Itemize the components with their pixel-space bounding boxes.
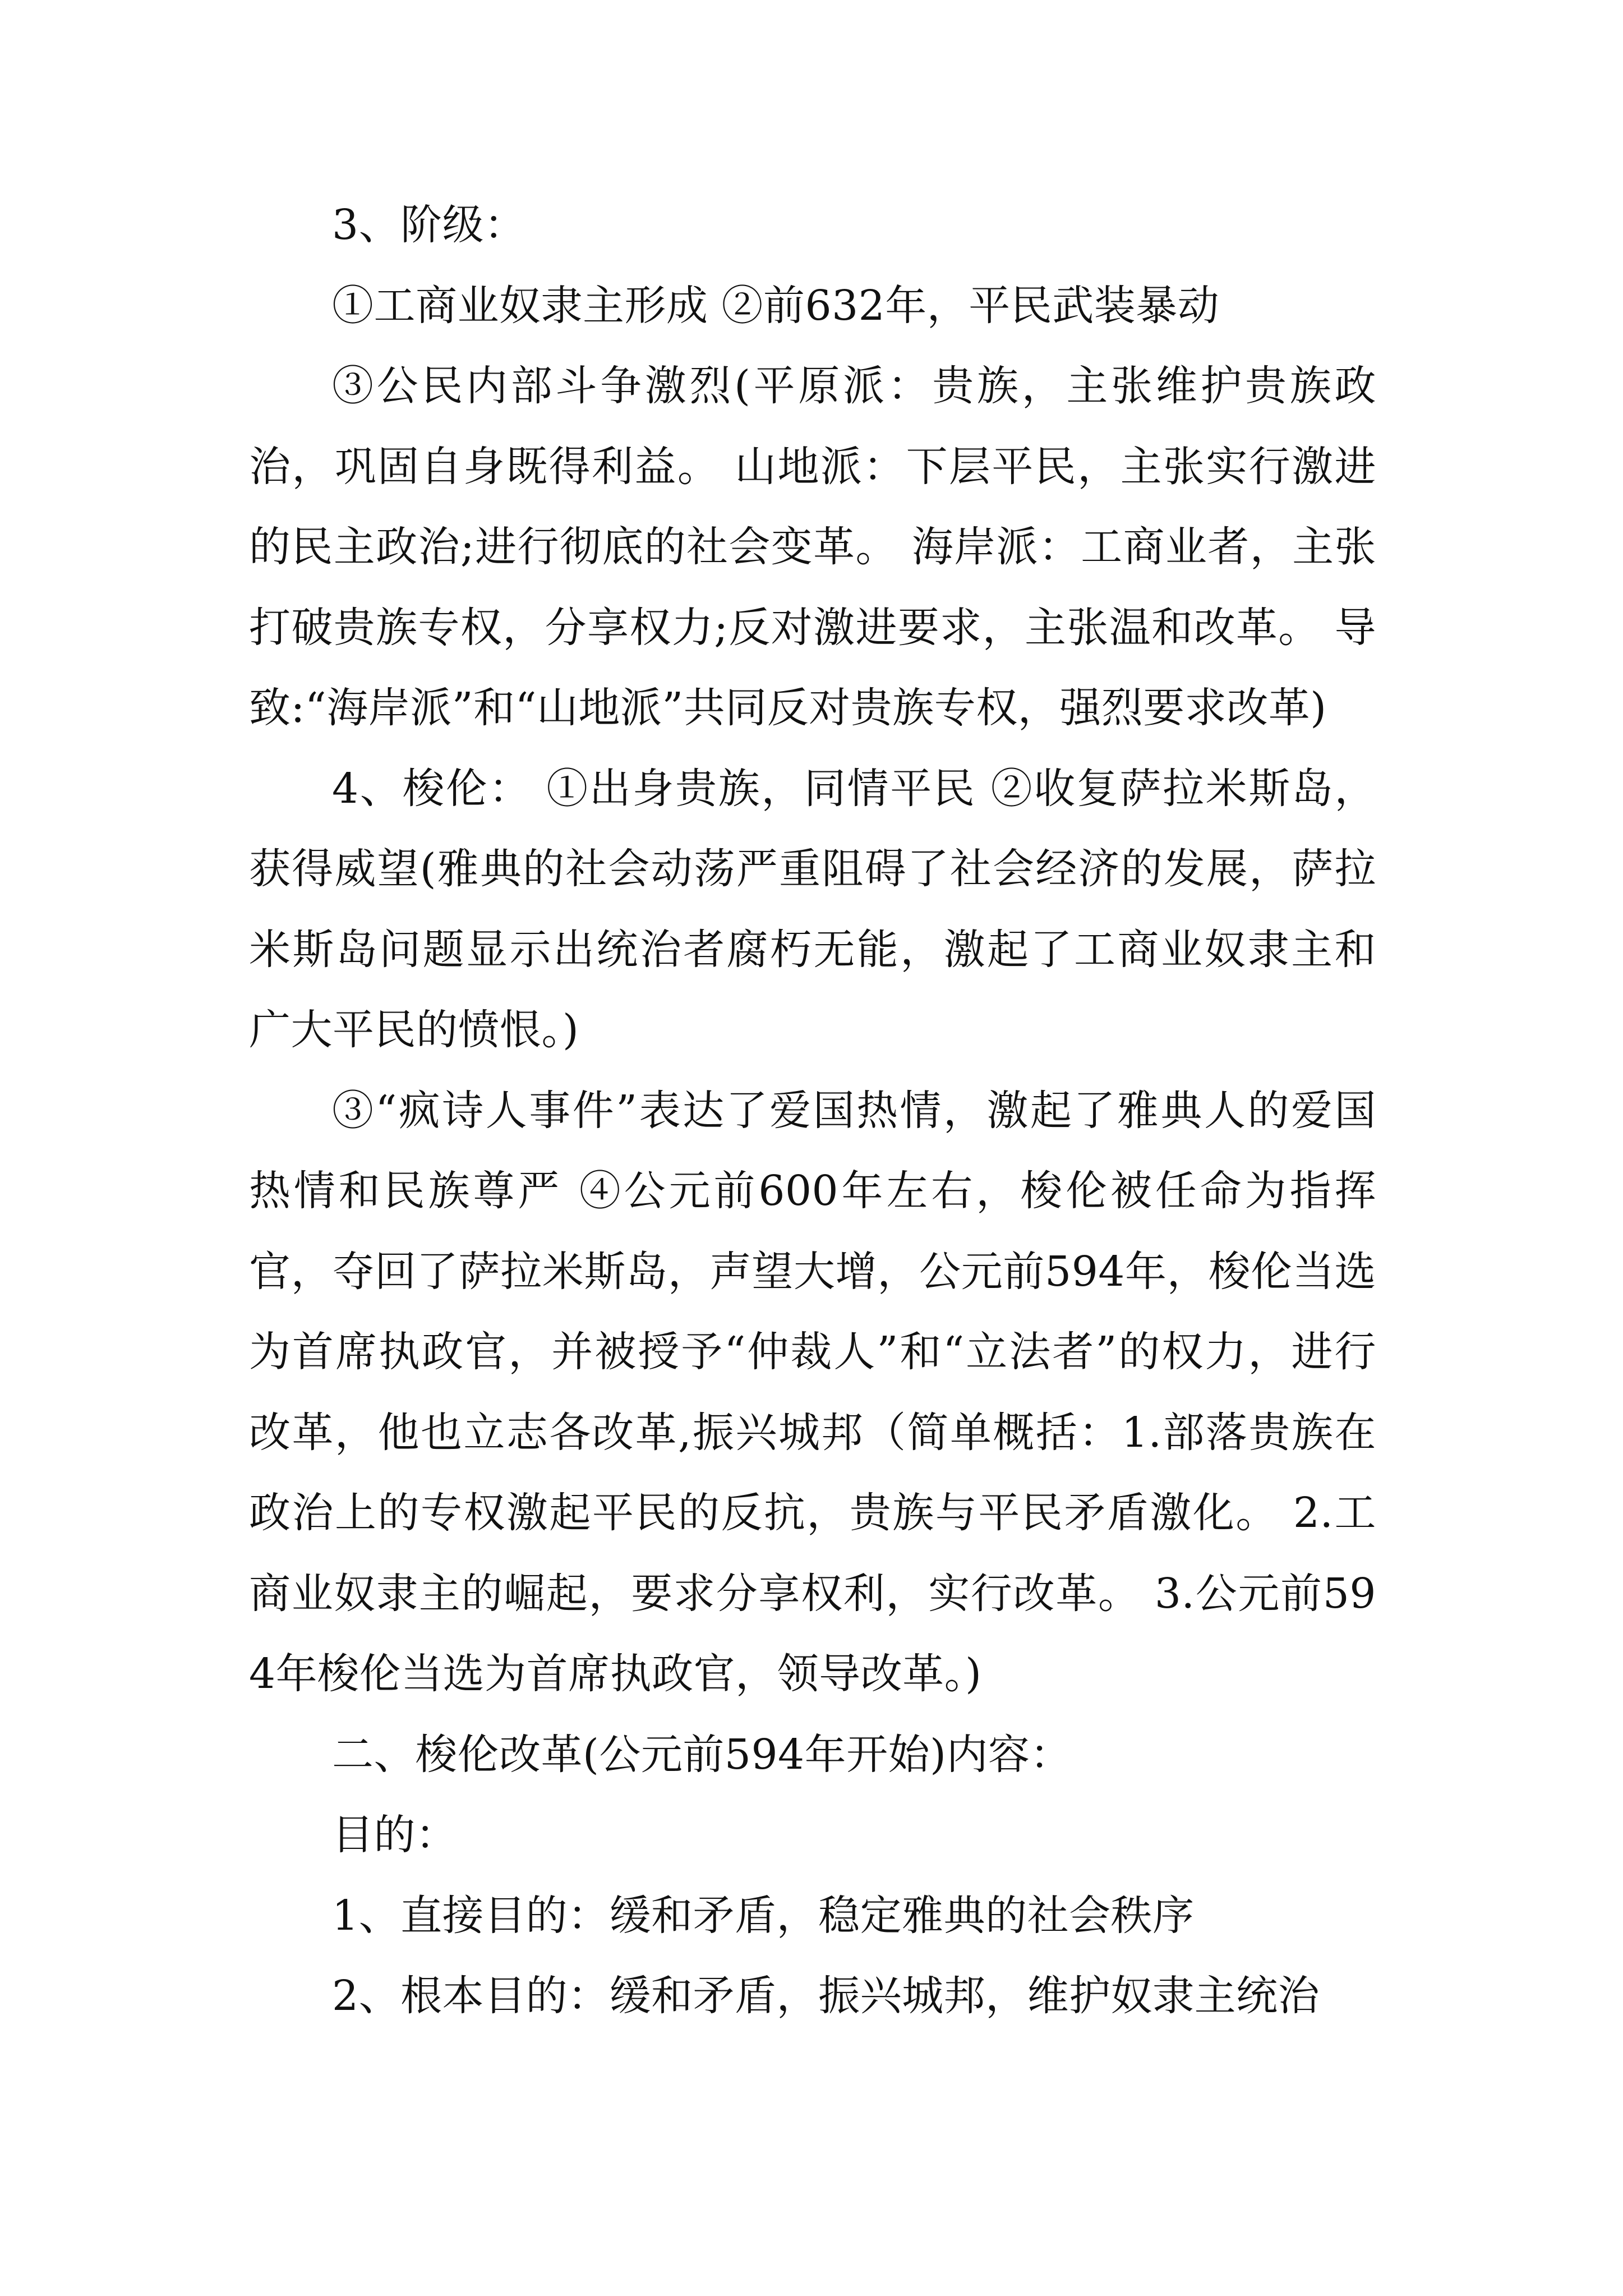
paragraph-solon: 4、梭伦： ①出身贵族，同情平民 ②收复萨拉米斯岛，获得威望(雅典的社会动荡严重阻碍了社会经济的发展，萨拉米斯岛问题显示出统治者腐朽无能，激起了工商业奴隶主和广大平民的愤恨。) [249, 764, 1376, 1054]
paragraph-direct-purpose: 1、直接目的：缓和矛盾，稳定雅典的社会秩序 [332, 1891, 1195, 1940]
paragraph-fundamental-purpose: 2、根本目的：缓和矛盾，振兴城邦，维护奴隶主统治 [332, 1972, 1320, 2020]
paragraph-mad-poet: ③“疯诗人事件”表达了爱国热情，激起了雅典人的爱国热情和民族尊严 ④公元前600年左右，梭伦被任命为指挥官，夺回了萨拉米斯岛，声望大增，公元前594年，梭伦当选为首席执政官，并被授予“仲裁人”和“立法者”的权力，进行改革，他也立志各改革,振兴城邦（简单概括：1.部落贵族在政治上的专权激起平民的反抗，贵族与平民矛盾激化。 2.工商业奴隶主的崛起，要求分享权利，实行改革。 3.公元前594年梭伦当选为首席执政官，领导改革。) [249, 1086, 1376, 1698]
paragraph-reform-heading: 二、梭伦改革(公元前594年开始)内容： [332, 1730, 1072, 1779]
paragraph-class-heading: 3、阶级： [332, 201, 526, 249]
paragraph-citizen-struggle: ③公民内部斗争激烈(平原派：贵族，主张维护贵族政治，巩固自身既得利益。 山地派：下层平民，主张实行激进的民主政治;进行彻底的社会变革。 海岸派：工商业者，主张打破贵族专权，分享权力;反对激进要求，主张温和改革。 导致:“海岸派”和“山地派”共同反对贵族专权，强烈要求改革) [249, 362, 1376, 732]
paragraph-class-points: ①工商业奴隶主形成 ②前632年，平民武装暴动 [332, 281, 1220, 330]
paragraph-purpose-heading: 目的： [332, 1811, 458, 1859]
document-body [249, 185, 1376, 2037]
